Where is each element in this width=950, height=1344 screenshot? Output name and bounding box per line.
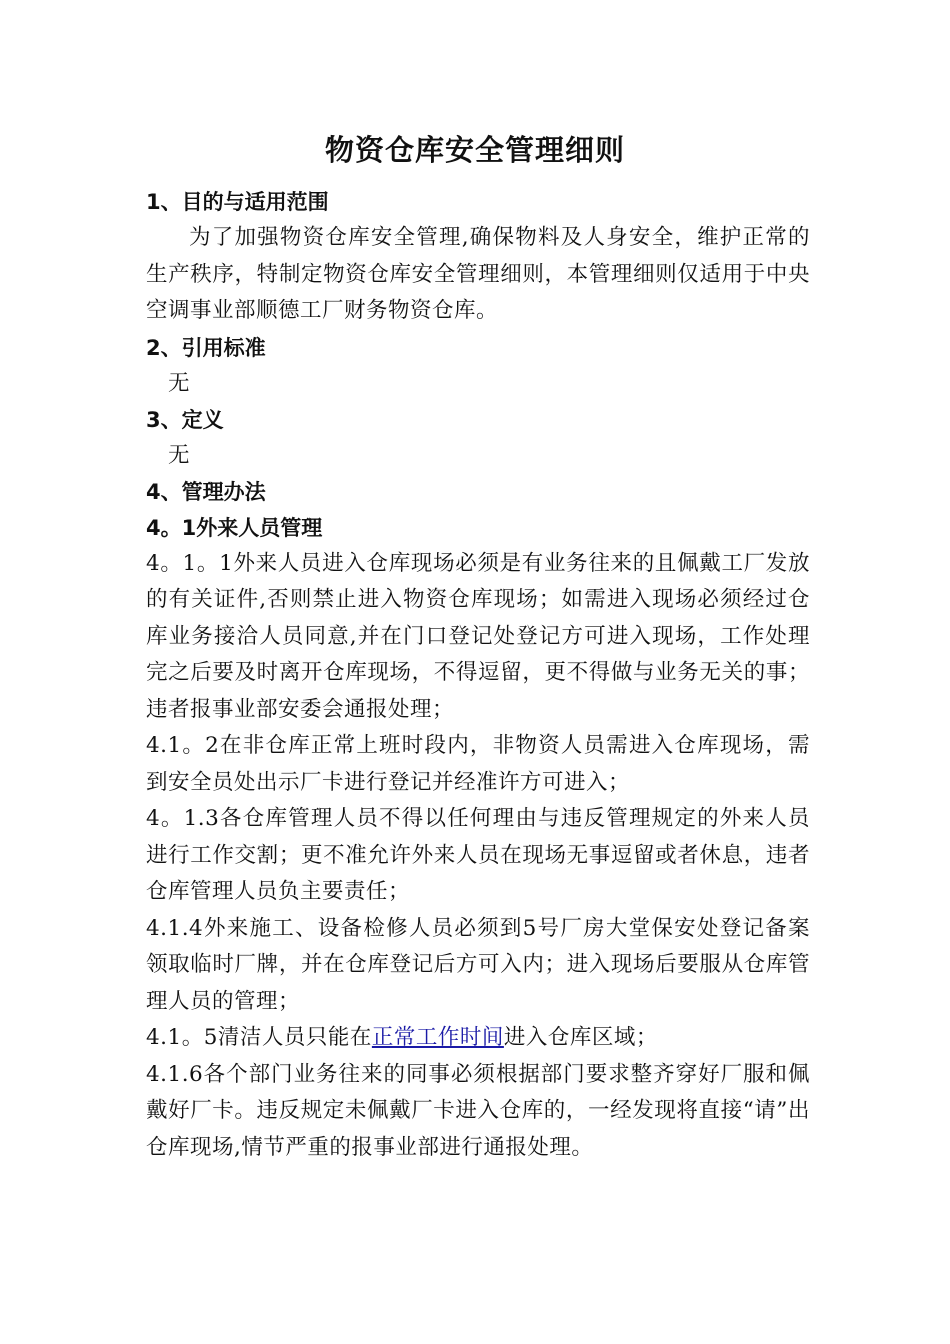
clause-4-1-1: 4。1。1外来人员进入仓库现场必须是有业务往来的且佩戴工厂发放的有关证件,否则禁止进入物资仓库现场；如需进入现场必须经过仓库业务接洽人员同意,并在门口登记处登记方可进入现场，工作处理完之后要及时离开仓库现场，不得逗留，更不得做与业务无关的事；违者报事业部安委会通报处理； — [146, 550, 810, 722]
section-4-1-heading: 4。1外来人员管理 — [146, 515, 323, 540]
document-body — [146, 184, 810, 1166]
section-4-heading: 4、管理办法 — [146, 479, 266, 504]
section-3-heading: 3、定义 — [146, 407, 224, 432]
clause-4-1-5-prefix: 4.1。5清洁人员只能在 — [146, 1025, 372, 1050]
document-title: 物资仓库安全管理细则 — [324, 133, 625, 167]
clause-4-1-2: 4.1。2在非仓库正常上班时段内，非物资人员需进入仓库现场，需到安全员处出示厂卡进行登记并经准许方可进入； — [146, 733, 810, 795]
clause-4-1-5-suffix: 进入仓库区域； — [503, 1025, 658, 1050]
clause-4-1-3: 4。1.3各仓库管理人员不得以任何理由与违反管理规定的外来人员进行工作交割；更不准允许外来人员在现场无事逗留或者休息，违者仓库管理人员负主要责任； — [146, 806, 810, 904]
section-2-heading: 2、引用标准 — [146, 335, 266, 360]
clause-4-1-6: 4.1.6各个部门业务往来的同事必须根据部门要求整齐穿好厂服和佩戴好厂卡。违反规定未佩戴厂卡进入仓库的，一经发现将直接“请”出仓库现场,情节严重的报事业部进行通报处理。 — [146, 1061, 810, 1160]
clause-4-1-5 — [146, 1020, 810, 1057]
section-2-text: 无 — [168, 370, 190, 396]
working-hours-link[interactable]: 正常工作时间 — [371, 1025, 504, 1050]
section-1-paragraph: 为了加强物资仓库安全管理,确保物料及人身安全，维护正常的生产秩序，特制定物资仓库安全管理细则，本管理细则仅适用于中央空调事业部顺德工厂财务物资仓库。 — [146, 225, 810, 323]
section-1-heading: 1、目的与适用范围 — [146, 190, 329, 214]
clause-4-1-4: 4.1.4外来施工、设备检修人员必须到5号厂房大堂保安处登记备案领取临时厂牌，并在仓库登记后方可入内；进入现场后要服从仓库管理人员的管理； — [146, 915, 810, 1014]
section-3-text: 无 — [168, 442, 190, 468]
